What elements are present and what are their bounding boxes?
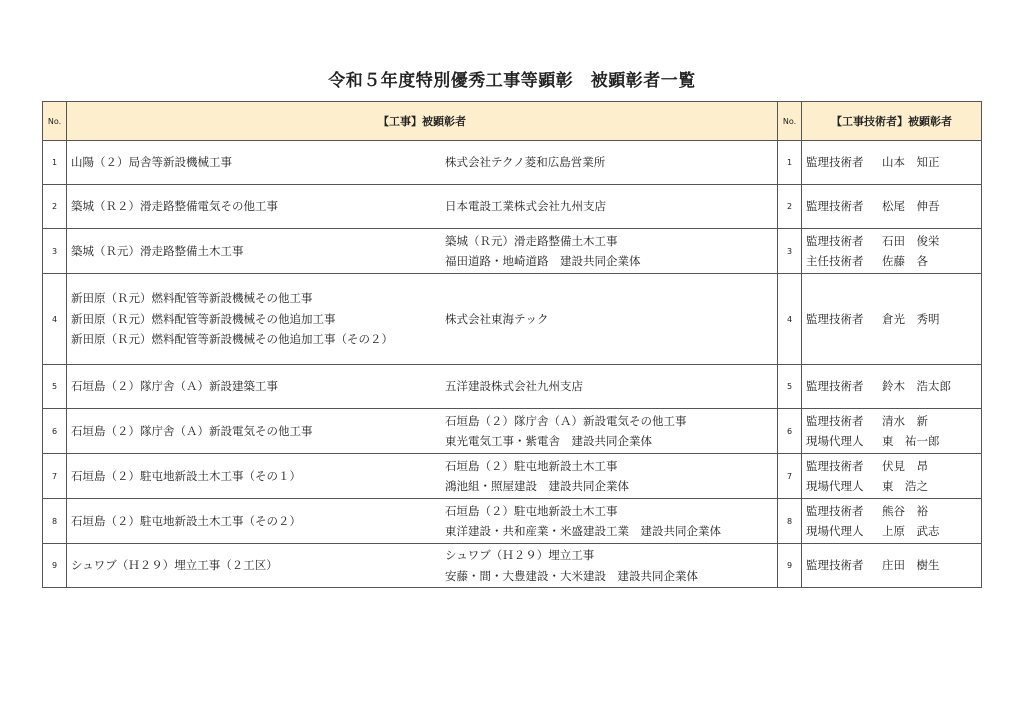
company-name: 株式会社東海テック (445, 311, 549, 326)
engineer-entry (806, 309, 981, 330)
header-works: 【工事】被顕彰者 (67, 102, 778, 141)
engineer-row-number: 8 (778, 499, 802, 544)
row-number: 4 (43, 274, 67, 365)
table-row (43, 274, 982, 365)
engineer-role: 監理技術者 (806, 458, 864, 473)
engineer-cell (802, 544, 982, 588)
engineer-entry (806, 555, 981, 576)
project-names (67, 241, 445, 262)
work-cell (67, 141, 778, 185)
project-name: 新田原（Ｒ元）燃料配管等新設機械その他追加工事 (71, 311, 336, 326)
company-name: 五洋建設株式会社九州支店 (445, 379, 583, 394)
page-title: 令和５年度特別優秀工事等顕彰 被顕彰者一覧 (328, 71, 696, 91)
row-number: 1 (43, 141, 67, 185)
engineer-entry (806, 231, 981, 252)
company-name: 鴻池組・照屋建設 建設共同企業体 (445, 479, 629, 493)
table-row (43, 499, 982, 544)
engineer-cell (802, 141, 982, 185)
table-header-row (43, 102, 982, 141)
engineer-role: 監理技術者 (806, 311, 864, 326)
engineer-cell (802, 454, 982, 499)
work-cell (67, 499, 778, 544)
engineer-row-number: 1 (778, 141, 802, 185)
project-name: 築城（Ｒ２）滑走路整備電気その他工事 (71, 199, 278, 214)
table-body (43, 141, 982, 588)
engineer-entry (806, 152, 981, 173)
engineer-name: 石田 俊栄 (882, 233, 940, 248)
company-names (445, 231, 777, 272)
project-name: 新田原（Ｒ元）燃料配管等新設機械その他工事 (71, 291, 313, 306)
engineer-cell (802, 365, 982, 409)
table-row (43, 409, 982, 454)
project-names (67, 196, 445, 217)
work-cell-content (67, 545, 777, 586)
engineer-name: 庄田 樹生 (882, 558, 940, 573)
engineer-role: 監理技術者 (806, 155, 864, 170)
work-cell-content (67, 288, 777, 350)
project-names (67, 288, 445, 350)
work-cell (67, 229, 778, 274)
engineer-entry (806, 251, 981, 272)
engineer-name: 佐藤 各 (882, 254, 928, 268)
engineer-entry (806, 521, 981, 542)
company-names (445, 152, 777, 173)
work-cell (67, 274, 778, 365)
engineer-cell (802, 499, 982, 544)
work-cell (67, 185, 778, 229)
engineer-role: 現場代理人 (806, 524, 864, 538)
engineer-entry (806, 456, 981, 477)
work-cell-content (67, 196, 777, 217)
company-name: 日本電設工業株式会社九州支店 (445, 199, 606, 214)
work-cell (67, 409, 778, 454)
project-names (67, 421, 445, 442)
engineer-role: 現場代理人 (806, 479, 864, 493)
row-number: 2 (43, 185, 67, 229)
row-number: 5 (43, 365, 67, 409)
engineer-role: 監理技術者 (806, 379, 864, 394)
work-cell-content (67, 501, 777, 542)
work-cell (67, 544, 778, 588)
engineer-name: 東 浩之 (882, 479, 928, 493)
work-cell-content (67, 411, 777, 452)
work-cell-content (67, 231, 777, 272)
engineer-entry (806, 476, 981, 497)
project-name: 石垣島（２）隊庁舎（Ａ）新設電気その他工事 (71, 423, 313, 438)
table-row (43, 185, 982, 229)
engineer-role: 監理技術者 (806, 503, 864, 518)
engineer-role: 監理技術者 (806, 233, 864, 248)
company-names (445, 411, 777, 452)
engineer-name: 東 祐一郎 (882, 434, 940, 448)
engineer-role: 主任技術者 (806, 254, 864, 268)
row-number: 7 (43, 454, 67, 499)
engineer-cell (802, 274, 982, 365)
header-no-2: No. (778, 102, 802, 141)
header-no: No. (43, 102, 67, 141)
engineer-row-number: 5 (778, 365, 802, 409)
project-names (67, 376, 445, 397)
company-name: 石垣島（２）駐屯地新設土木工事 (445, 458, 618, 473)
engineer-role: 監理技術者 (806, 413, 864, 428)
engineer-row-number: 7 (778, 454, 802, 499)
engineer-row-number: 9 (778, 544, 802, 588)
company-name: 安藤・間・大豊建設・大米建設 建設共同企業体 (445, 568, 698, 583)
engineer-name: 上原 武志 (882, 524, 940, 538)
engineer-cell (802, 229, 982, 274)
engineer-entry (806, 376, 981, 397)
engineer-role: 監理技術者 (806, 199, 864, 214)
project-name: 新田原（Ｒ元）燃料配管等新設機械その他追加工事（その２） (71, 332, 393, 347)
work-cell-content (67, 152, 777, 173)
table-row (43, 365, 982, 409)
engineer-role: 現場代理人 (806, 434, 864, 448)
engineer-name: 松尾 伸吾 (882, 199, 940, 214)
project-name: 山陽（２）局舎等新設機械工事 (71, 155, 232, 170)
row-number: 8 (43, 499, 67, 544)
table-row (43, 141, 982, 185)
engineer-role: 監理技術者 (806, 558, 864, 573)
row-number: 6 (43, 409, 67, 454)
row-number: 3 (43, 229, 67, 274)
row-number: 9 (43, 544, 67, 588)
engineer-name: 山本 知正 (882, 155, 940, 170)
header-engineers: 【工事技術者】被顕彰者 (802, 102, 982, 141)
company-names (445, 545, 777, 586)
project-names (67, 466, 445, 487)
engineer-row-number: 4 (778, 274, 802, 365)
engineer-entry (806, 411, 981, 432)
company-name: 東光電気工事・紫電舎 建設共同企業体 (445, 434, 652, 448)
project-name: 石垣島（２）隊庁舎（Ａ）新設建築工事 (71, 379, 278, 394)
company-name: 東洋建設・共和産業・米盛建設工業 建設共同企業体 (445, 524, 721, 538)
company-names (445, 196, 777, 217)
engineer-entry (806, 431, 981, 452)
engineer-name: 倉光 秀明 (882, 311, 940, 326)
project-names (67, 511, 445, 532)
engineer-row-number: 3 (778, 229, 802, 274)
company-name: 石垣島（２）隊庁舎（Ａ）新設電気その他工事 (445, 413, 687, 428)
project-name: 石垣島（２）駐屯地新設土木工事（その２） (71, 513, 301, 528)
company-names (445, 501, 777, 542)
company-names (445, 309, 777, 330)
engineer-cell (802, 409, 982, 454)
work-cell (67, 454, 778, 499)
project-names (67, 555, 445, 576)
project-name: 石垣島（２）駐屯地新設土木工事（その１） (71, 468, 301, 483)
engineer-row-number: 2 (778, 185, 802, 229)
engineer-name: 熊谷 裕 (882, 503, 928, 518)
work-cell (67, 365, 778, 409)
company-name: 築城（Ｒ元）滑走路整備土木工事 (445, 233, 618, 248)
table-row (43, 229, 982, 274)
work-cell-content (67, 456, 777, 497)
engineer-name: 伏見 昂 (882, 458, 928, 473)
company-name: 福田道路・地崎道路 建設共同企業体 (445, 254, 641, 268)
company-names (445, 456, 777, 497)
project-name: 築城（Ｒ元）滑走路整備土木工事 (71, 243, 244, 258)
engineer-name: 鈴木 浩太郎 (882, 379, 951, 394)
awardees-table (42, 101, 982, 588)
table-row (43, 454, 982, 499)
company-name: 石垣島（２）駐屯地新設土木工事 (445, 503, 618, 518)
engineer-entry (806, 501, 981, 522)
engineer-cell (802, 185, 982, 229)
company-name: シュワブ（Ｈ２９）埋立工事 (445, 548, 595, 562)
company-names (445, 376, 777, 397)
table-row (43, 544, 982, 588)
company-name: 株式会社テクノ菱和広島営業所 (445, 155, 606, 170)
engineer-entry (806, 196, 981, 217)
work-cell-content (67, 376, 777, 397)
project-names (67, 152, 445, 173)
engineer-name: 清水 新 (882, 413, 928, 428)
engineer-row-number: 6 (778, 409, 802, 454)
project-name: シュワブ（Ｈ２９）埋立工事（２工区） (71, 558, 278, 573)
